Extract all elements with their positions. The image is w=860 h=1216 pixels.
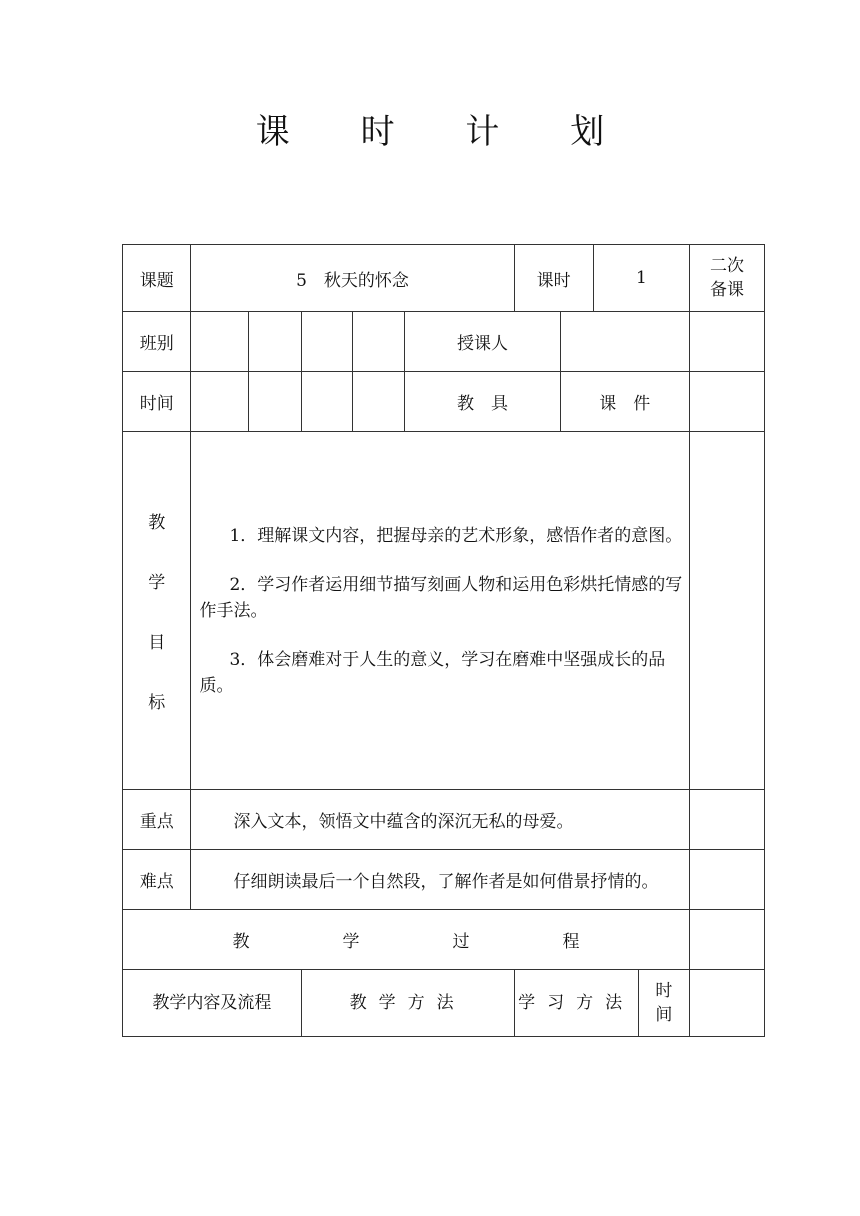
second-prep-header	[690, 245, 765, 312]
process-heading	[123, 910, 690, 970]
goal-item: 3．体会磨难对于人生的意义，学习在磨难中坚强成长的品质。	[199, 649, 666, 696]
goals-content	[191, 432, 690, 790]
time-cell-1	[191, 372, 249, 432]
topic-value: 5 秋天的怀念	[191, 245, 514, 312]
key-point-value: 深入文本，领悟文中蕴含的深沉无私的母爱。	[191, 790, 690, 850]
teacher-label: 授课人	[405, 312, 560, 372]
goals-label-char: 目	[148, 633, 166, 653]
second-prep-cell	[690, 372, 765, 432]
row-key-point	[123, 790, 765, 850]
second-prep-cell	[690, 850, 765, 910]
second-prep-cell	[690, 910, 765, 970]
time-column-header	[638, 970, 689, 1037]
goals-label-char: 标	[148, 693, 166, 713]
class-cell-1	[191, 312, 249, 372]
key-point-label: 重点	[123, 790, 191, 850]
process-char: 程	[562, 932, 580, 952]
page-title: 课 时 计 划	[255, 112, 635, 152]
second-prep-cell	[690, 312, 765, 372]
second-prep-line1: 二次	[710, 256, 744, 276]
difficulty-value: 仔细朗读最后一个自然段，了解作者是如何借景抒情的。	[191, 850, 690, 910]
content-flow-header: 教学内容及流程	[123, 970, 302, 1037]
time-header-line2: 间	[655, 1005, 673, 1025]
goal-item: 2．学习作者运用细节描写刻画人物和运用色彩烘托情感的写作手法。	[199, 574, 683, 621]
hours-value: 1	[593, 245, 689, 312]
goals-label-char: 教	[148, 513, 166, 533]
goal-item: 1．理解课文内容，把握母亲的艺术形象，感悟作者的意图。	[229, 525, 683, 546]
second-prep-cell	[690, 970, 765, 1037]
row-difficulty	[123, 850, 765, 910]
topic-label: 课题	[123, 245, 191, 312]
row-goals	[123, 432, 765, 790]
row-process-heading	[123, 910, 765, 970]
row-time	[123, 372, 765, 432]
hours-label: 课时	[514, 245, 593, 312]
process-char: 学	[342, 932, 360, 952]
teacher-value	[560, 312, 689, 372]
goals-label	[123, 432, 191, 790]
teaching-method-header: 教学方法	[301, 970, 514, 1037]
lesson-plan-table	[122, 244, 765, 1037]
row-process-columns	[123, 970, 765, 1037]
process-char: 过	[452, 932, 470, 952]
goals-label-char: 学	[148, 573, 166, 593]
second-prep-cell	[690, 432, 765, 790]
time-header-line1: 时	[655, 981, 673, 1001]
difficulty-label: 难点	[123, 850, 191, 910]
second-prep-cell	[690, 790, 765, 850]
row-class	[123, 312, 765, 372]
time-label: 时间	[123, 372, 191, 432]
learning-method-header: 学习方法	[514, 970, 638, 1037]
time-cell-4	[353, 372, 405, 432]
row-topic	[123, 245, 765, 312]
class-cell-3	[301, 312, 352, 372]
time-cell-2	[249, 372, 301, 432]
tools-label: 教 具	[405, 372, 560, 432]
class-cell-4	[353, 312, 405, 372]
time-cell-3	[301, 372, 352, 432]
class-label: 班别	[123, 312, 191, 372]
class-cell-2	[249, 312, 301, 372]
process-char: 教	[232, 932, 250, 952]
second-prep-line2: 备课	[710, 280, 744, 300]
tools-value: 课 件	[560, 372, 689, 432]
